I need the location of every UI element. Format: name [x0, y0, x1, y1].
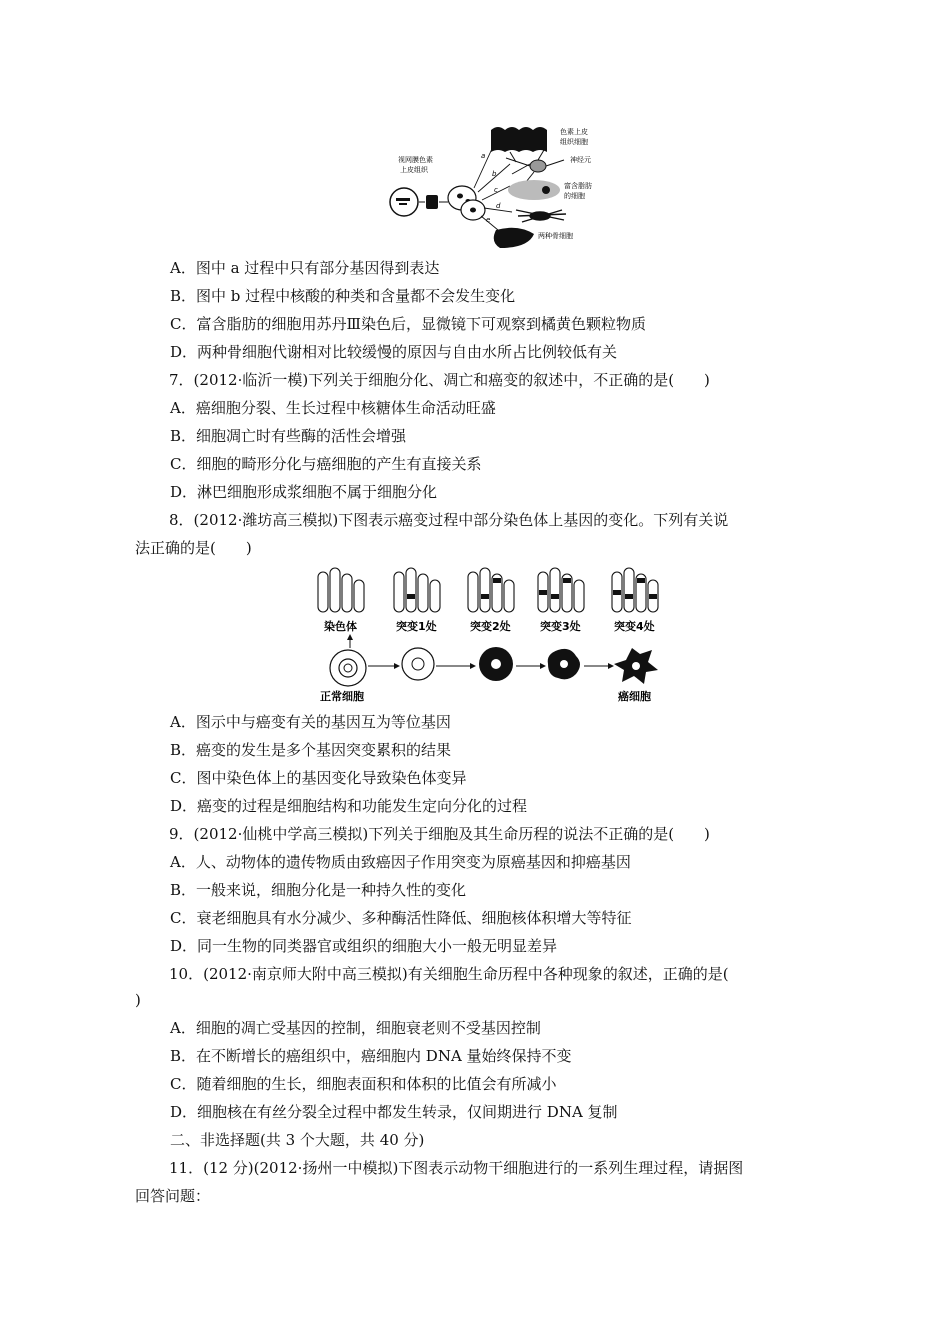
chromosome-group-2 — [468, 568, 514, 612]
q7-option-d: D．淋巴细胞形成浆细胞不属于细胞分化 — [170, 483, 438, 501]
q6-option-c: C．富含脂肪的细胞用苏丹Ⅲ染色后，显微镜下可观察到橘黄色颗粒物质 — [170, 315, 646, 333]
q10-option-d: D．细胞核在有丝分裂全过程中都发生转录，仅间期进行 DNA 复制 — [170, 1103, 618, 1121]
q11-stem-line1: 11．(12 分)(2012·扬州一中模拟)下图表示动物干细胞进行的一系列生理过程，请据图 — [169, 1159, 744, 1177]
retinal-cell — [426, 195, 438, 209]
q6-option-b: B．图中 b 过程中核酸的种类和含量都不会发生变化 — [170, 287, 516, 305]
arrow-label-a: a — [481, 152, 486, 160]
q9-option-b: B．一般来说，细胞分化是一种持久性的变化 — [170, 881, 467, 899]
arrow-label-b: b — [492, 170, 497, 178]
q10-stem-line1: 10．(2012·南京师大附中高三模拟)有关细胞生命历程中各种现象的叙述，正确的是( — [169, 965, 729, 983]
q7-option-a: A．癌细胞分裂、生长过程中核糖体生命活动旺盛 — [170, 399, 496, 417]
q9-option-d: D．同一生物的同类器官或组织的细胞大小一般无明显差异 — [170, 937, 558, 955]
chromosome-group-1 — [394, 568, 440, 612]
fig2-label-mut3: 突变3处 — [540, 620, 581, 633]
arrow-label-d: d — [496, 202, 501, 210]
eye-shape — [390, 188, 418, 216]
q8-stem-line2: 法正确的是( ) — [135, 539, 252, 557]
fig2-label-mut2: 突变2处 — [470, 620, 511, 633]
q8-stem-line1: 8．(2012·潍坊高三模拟)下图表示癌变过程中部分染色体上基因的变化。下列有关说 — [169, 511, 729, 529]
chromosome-group-0 — [318, 568, 364, 612]
neuron-shape — [506, 150, 564, 182]
q10-stem-line2: ) — [135, 991, 141, 1009]
figure1-label-fat-2: 的细胞 — [564, 192, 585, 200]
arrow-label-c: c — [494, 186, 498, 194]
q6-option-d: D．两种骨细胞代谢相对比较缓慢的原因与自由水所占比例较低有关 — [170, 343, 618, 361]
fig2-label-chromosome: 染色体 — [324, 620, 357, 633]
q8-option-c: C．图中染色体上的基因变化导致染色体变异 — [170, 769, 467, 787]
fig2-label-mut4: 突变4处 — [614, 620, 655, 633]
figure1-label-fat-1: 富含脂肪 — [564, 182, 592, 190]
q9-stem: 9．(2012·仙桃中学高三模拟)下列关于细胞及其生命历程的说法不正确的是( ) — [169, 825, 710, 843]
q10-option-c: C．随着细胞的生长，细胞表面积和体积的比值会有所减小 — [170, 1075, 557, 1093]
fig2-label-normal: 正常细胞 — [320, 690, 364, 703]
q7-option-c: C．细胞的畸形分化与癌细胞的产生有直接关系 — [170, 455, 482, 473]
figure1-label-pigment-2: 组织细胞 — [560, 138, 588, 146]
arrow-label-e: e — [486, 216, 491, 224]
q6-option-a: A．图中 a 过程中只有部分基因得到表达 — [170, 259, 440, 277]
fat-cell-shape — [508, 180, 560, 200]
q8-option-a: A．图示中与癌变有关的基因互为等位基因 — [170, 713, 451, 731]
bone-cell-shapes — [516, 210, 566, 222]
q9-option-c: C．衰老细胞具有水分减少、多种酶活性降低、细胞核体积增大等特征 — [170, 909, 632, 927]
figure1-label-bone: 两种骨细胞 — [538, 232, 573, 240]
q8-option-b: B．癌变的发生是多个基因突变累积的结果 — [170, 741, 452, 759]
q10-option-a: A．细胞的凋亡受基因的控制，细胞衰老则不受基因控制 — [170, 1019, 541, 1037]
q7-option-b: B．细胞凋亡时有些酶的活性会增强 — [170, 427, 407, 445]
differentiation-figure — [388, 122, 618, 250]
q10-option-b: B．在不断增长的癌组织中，癌细胞内 DNA 量始终保持不变 — [170, 1047, 572, 1065]
q11-stem-line2: 回答问题： — [135, 1187, 211, 1205]
q8-option-d: D．癌变的过程是细胞结构和功能发生定向分化的过程 — [170, 797, 528, 815]
figure1-label-pigment-1: 色素上皮 — [560, 128, 588, 136]
pigment-epithelium — [491, 127, 547, 152]
figure1-label-neuron: 神经元 — [570, 156, 591, 164]
fig2-label-cancer: 癌细胞 — [618, 690, 651, 703]
q9-option-a: A．人、动物体的遗传物质由致癌因子作用突变为原癌基因和抑癌基因 — [170, 853, 631, 871]
fig2-label-mut1: 突变1处 — [396, 620, 437, 633]
figure1-label-left-1: 视网膜色素 — [398, 156, 433, 164]
cancer-process-figure — [312, 564, 672, 706]
q7-stem: 7．(2012·临沂一模)下列关于细胞分化、凋亡和癌变的叙述中，不正确的是( ) — [169, 371, 710, 389]
figure1-label-left-2: 上皮组织 — [400, 166, 428, 174]
section-heading: 二、非选择题(共 3 个大题，共 40 分) — [170, 1131, 425, 1149]
